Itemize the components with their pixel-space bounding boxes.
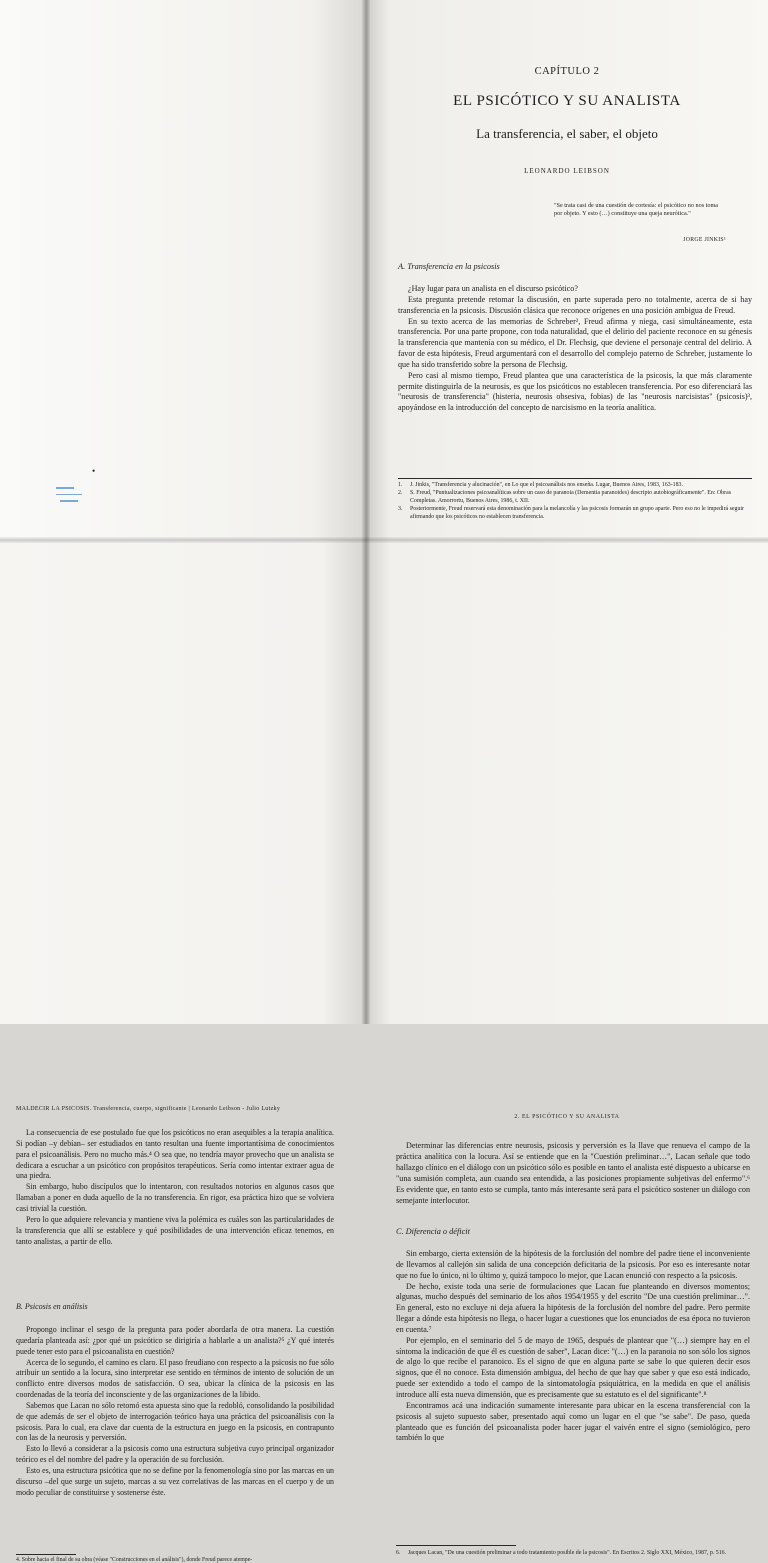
paragraph: Acerca de lo segundo, el camino es claro. El paso freudiano con respecto a la psicosis no fue sólo atribuir un sentido a la locura, sino interpretar ese sentido en términos de intento de solución de un conflicto entre diversos modos de satisfacción. O sea, ubicar la clínica de la psicosis en las coordenadas de la teoría del inconsciente y de las organizaciones de la libido.: [16, 1357, 334, 1400]
paragraph: Sin embargo, hubo discípulos que lo intentaron, con resultados notorios en algunos casos que llamaban a poner en duda aquello de la no transferencia. En rigor, esa práctica hizo que se volviera casi trivial la cuestión.: [16, 1182, 334, 1213]
footnotes-bottom: [396, 1549, 748, 1557]
page-bottom-right: [366, 540, 768, 1556]
footnote: 3. Posteriormente, Freud reservará esta denominación para la melancolía y las psicosis formarán un grupo aparte. Pero eso no le impedirá seguir afirmando que los psicóticos no establecen transferencia.: [398, 506, 745, 521]
paragraph: Propongo inclinar el sesgo de la pregunta para poder abordarla de otra manera. La cuestión quedaría planteada así: ¿por qué un psicótico se dirigiría a hablarle a un analista?⁵ ¿Y qué interés puede tener esto para el psicoanalista en cuestión?: [16, 1325, 334, 1356]
footnote: 1. J. Jinkis, "Transferencia y alucinación", en Lo que el psicoanálisis nos enseña. Lugar, Buenos Aires, 1983, 163-183.: [398, 482, 683, 488]
scan-fold: [0, 537, 768, 543]
paragraph: Por ejemplo, en el seminario del 5 de mayo de 1965, después de plantear que "(…) siempre hay en el síntoma la indicación de que él es cuestión de saber", Lacan dice: "(…) en la paranoia no son sólo los signos de algo lo que recibe el paranoico. Es el signo de que en alguna parte se sabe lo que quieren decir esos signos, que él no conoce. Esta dimensión ambigua, del hecho de que hay que saber y que eso está indicado, puede ser extendido a todo el campo de la sintomatología psiquiátrica, en la medida en que el análisis introduce allí esta nueva dimensión, que es precisamente que su estatuto es el del significante".⁸: [396, 1335, 750, 1399]
paragraph: De hecho, existe toda una serie de formulaciones que Lacan fue planteando en diversos momentos; algunas, mucho después del seminario de los años 1954/1955 y del escrito "De una cuestión preliminar…". En general, esto no excluye ni deja afuera la hipótesis de la forclusión del nombre del padre. Pero permite llegar a dónde esta hipótesis no llega, o hacer lugar a cuestiones que los enunciados de esa época no tuvieron en cuenta.⁷: [396, 1281, 750, 1334]
page-top-right: [366, 0, 768, 540]
footnote-cut: 4. Sobre hacia el final de su obra (véase "Construcciones en el análisis"), donde Freud parece atempe-: [16, 1557, 253, 1563]
paragraph: Pero casi al mismo tiempo, Freud plantea que una característica de la psicosis, la que más claramente permite distinguirla de la neurosis, es que los psicóticos no establecen transferencia. Por eso diferenciará las "neurosis de transferencia" (histeria, neurosis obsesiva, fobias) de las "neurosis narcisistas" (psicosis)³, apoyándose en la introducción del concepto de narcisismo en la teoría analítica.: [398, 370, 752, 413]
paragraph: Esta pregunta pretende retomar la discusión, en parte superada pero no totalmente, acerca de si hay transferencia en la psicosis. Discusión clásica que reconoce orígenes en una posición ambigua de Freud.: [398, 294, 752, 315]
section-a-title: A. Transferencia en la psicosis: [398, 262, 500, 271]
section-c-title: C. Diferencia o déficit: [396, 1227, 470, 1236]
body-block-1: [396, 1140, 750, 1207]
paragraph: Pero lo que adquiere relevancia y mantiene viva la polémica es cuáles son las particularidades de la transferencia que allí se establece y qué posibilidades de una intervención eficaz tenemos, en tanto analistas, a partir de ello.: [16, 1215, 334, 1246]
stray-mark: •: [92, 466, 96, 476]
page-bottom-left: [0, 540, 366, 1563]
footnote-rule: [396, 1545, 516, 1546]
chapter-label: CAPÍTULO 2: [534, 66, 600, 77]
body-block-1: [16, 1128, 334, 1215]
footnote: 6. Jacques Lacan, "De una cuestión preliminar a todo tratamiento posible de la psicosis". En Escritos 2. Siglo XXI, México, 1987, p. 516.: [396, 1550, 727, 1556]
book-gutter: [362, 0, 370, 1024]
section-b-title: B. Psicosis en análisis: [16, 1302, 88, 1311]
paragraph: Esto lo llevó a considerar a la psicosis como una estructura subjetiva cuyo principal organizador teórico es el del nombre del padre y la operación de su forclusión.: [16, 1444, 334, 1465]
running-head-left: MALDECIR LA PSICOSIS. Transferencia, cuerpo, significante | Leonardo Leibson - Julio Lutzky: [16, 1106, 281, 1112]
chapter-author: LEONARDO LEIBSON: [524, 167, 610, 175]
paragraph: ¿Hay lugar para un analista en el discurso psicótico?: [408, 284, 578, 293]
page-top-left: [0, 0, 366, 540]
section-a-body: [398, 284, 752, 414]
epigraph-source: JORGE JINKIS¹: [683, 237, 726, 243]
paragraph: Encontramos acá una indicación sumamente interesante para ubicar en la escena transferencial con la psicosis al sujeto supuesto saber, presentado aquí como un lugar en el que "se sabe". De paso, queda planteado que es función del psicoanalista poder hacer jugar el vaivén entre el signo (semiológico, pero también lo que: [396, 1400, 750, 1443]
footnote-rule: [16, 1554, 76, 1555]
running-head-right: 2. EL PSICÓTICO Y SU ANALISTA: [514, 1114, 620, 1120]
paragraph: Sabemos que Lacan no sólo retomó esta apuesta sino que la redobló, consolidando la posibilidad de que además de ser el objeto de interrogación teórico haya una práctica del psicoanálisis con la psicosis. Para lo cual, era clave dar cuenta de la estructura en juego en la psicosis, en contrapunto con las de la neurosis y perversión.: [16, 1400, 334, 1443]
bookmark-stamp: [56, 487, 82, 507]
paragraph: La consecuencia de ese postulado fue que los psicóticos no eran asequibles a la terapia analítica. Si podían –y debían– ser estudiados en tanto resultan una fuente importantísima de conocimientos para el psicoanálisis. Pero no mucho más.⁴ O sea que, no tendría mayor provecho que un analista se dedicara a escuchar a un psicótico con propósitos terapéuticos. Sería como intentar extraer agua de una piedra.: [16, 1128, 334, 1181]
paragraph: Determinar las diferencias entre neurosis, psicosis y perversión es la llave que renueva el campo de la práctica analítica con la locura. Así se entiende que en la "Cuestión preliminar…", Lacan señale que todo hallazgo clínico en el diálogo con un psicótico sólo es posible en tanto el analista esté dispuesto a ubicarse en "una sumisión completa, aun cuando sea entendida, a las posiciones propiamente subjetivas del enfermo".⁶ Es evidente que, en tanto esto se cumpla, tanto más interesante será para el psicótico sostener un diálogo con semejante interlocutor.: [396, 1141, 750, 1206]
paragraph: Sin embargo, cierta extensión de la hipótesis de la forclusión del nombre del padre tiene el inconveniente de llevarnos al callejón sin salida de una concepción deficitaria de la psicosis. Por eso es interesante notar que no fue lo único, ni lo último y, quizá tampoco lo mejor, que Lacan enunció con respecto a la psicosis.: [396, 1249, 750, 1280]
paragraph: En su texto acerca de las memorias de Schreber², Freud afirma y niega, casi simultáneamente, esta transferencia. Por una parte propone, con toda naturalidad, que el delirio del paciente reconoce en su génesis la transferencia que mantenía con su médico, el Dr. Flechsig, que deviene el personaje central del delirio. A favor de esta hipótesis, Freud argumentará con el desarrollo del complejo paterno de Schreber, justamente lo que ha sido transferido sobre la persona de Flechsig.: [398, 316, 752, 369]
body-block-3: [16, 1325, 334, 1499]
footnote: 2. S. Freud, "Puntualizaciones psicoanalíticas sobre un caso de paranoia (Dementia paranoides) descripto autobiográficamente". En: Obras Completas. Amorrortu, Buenos Aires, 1986, t. XII.: [398, 490, 731, 505]
body-block-2: [396, 1249, 750, 1444]
footnotes-top: [398, 481, 750, 521]
chapter-subtitle: La transferencia, el saber, el objeto: [476, 126, 658, 141]
footnote-rule: [398, 478, 752, 479]
chapter-title: EL PSICÓTICO Y SU ANALISTA: [453, 93, 681, 109]
paragraph: Esto es, una estructura psicótica que no se define por la fenomenología sino por las marcas en un discurso –del que surge un sujeto, marcas a su vez correlativas de las marcas en el cuerpo y de un modo peculiar de constituirse y sostenerse éste.: [16, 1465, 334, 1497]
body-block-2: [16, 1215, 334, 1248]
epigraph-text: "Se trata casi de una cuestión de cortesía: el psicótico no nos toma por objeto. Y esto (…) constituye una queja neurótica.": [554, 202, 719, 218]
